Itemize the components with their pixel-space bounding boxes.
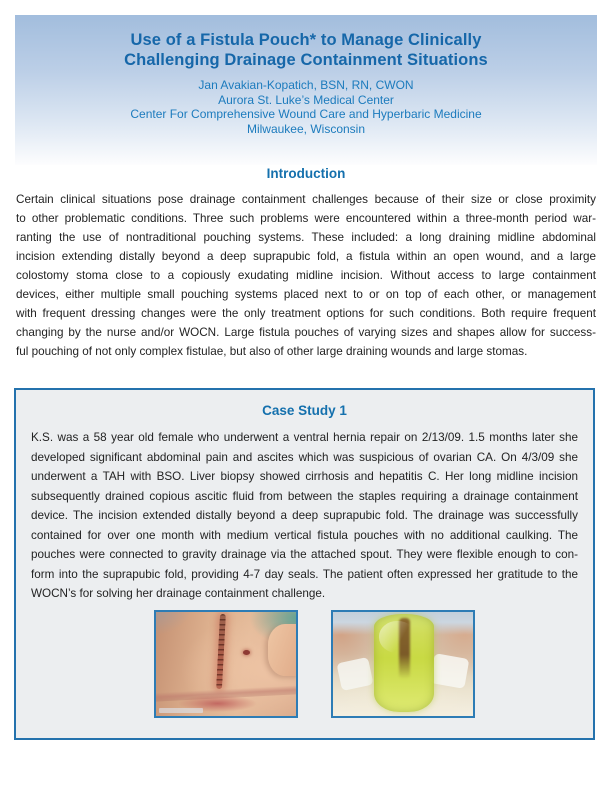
hand-at-right-edge [268, 624, 298, 676]
poster-title: Use of a Fistula Pouch* to Manage Clinically Challenging Drainage Containment Situations [124, 31, 488, 69]
introduction-heading: Introduction [266, 166, 346, 181]
case-study-1-heading: Case Study 1 [262, 403, 347, 418]
pouch-film-highlight [379, 621, 415, 652]
case-study-photos-row [154, 610, 475, 718]
case-study-1-paragraph: K.S. was a 58 year old female who underwent a ventral hernia repair on 2/13/09. 1.5 months later she developed significant abdominal pain and ascites which was suspicious of ovarian CA. On 4/3/09 she underwent a TAH with BSO. Liver biopsy showed cirrhosis and hepatitis C. Her long midline incision subsequently drained copious ascitic fluid from between the staples requiring a drainage containment device. The incision extended distally beyond a deep suprapubic fold. The drainage was successfully contained for over one month with medium vertical fistula pouches with no additional caulking. The pouches were connected to gravity drainage via the attached spout. They were flexible enough to con- form into the suprapubic fold, providing 4-7 day seals. The patient often expressed her gratitude to the WOCN’s for solving her drainage containment challenge. [31, 431, 578, 600]
gauze-dressing-right [430, 653, 470, 689]
case-study-1-box [14, 388, 595, 740]
fistula-pouch-photo [331, 610, 475, 718]
introduction-paragraph: Certain clinical situations pose drainage containment challenges because of their size or close proximity to other problematic conditions. Three such problems were encountered within a three-month period war- ranting the use of nontraditional pouching systems. These included: a long draining midline abdominal incision extending distally beyond a deep suprapubic fold, a fistula within an open wound, and a large colostomy stoma close to a copiously exudating midline incision. Without access to large containment devices, either multiple small pouching systems placed next to or on top of each other, or management with frequent dressing changes were the only treatment options for such conditions. Both require frequent changing by the nurse and/or WOCN. Large fistula pouches of varying sizes and shapes allow for success- ful pouching of not only complex fistulae, but also of other large draining wounds and large stomas. [16, 193, 596, 358]
midline-incision-photo [154, 610, 298, 718]
header-banner [15, 15, 597, 165]
photo-timestamp-watermark [159, 708, 203, 713]
author-affiliation-block: Jan Avakian-Kopatich, BSN, RN, CWON Aurora St. Luke’s Medical Center Center For Comprehensive Wound Care and Hyperbaric Medicine Milwaukee, Wisconsin [130, 78, 482, 137]
